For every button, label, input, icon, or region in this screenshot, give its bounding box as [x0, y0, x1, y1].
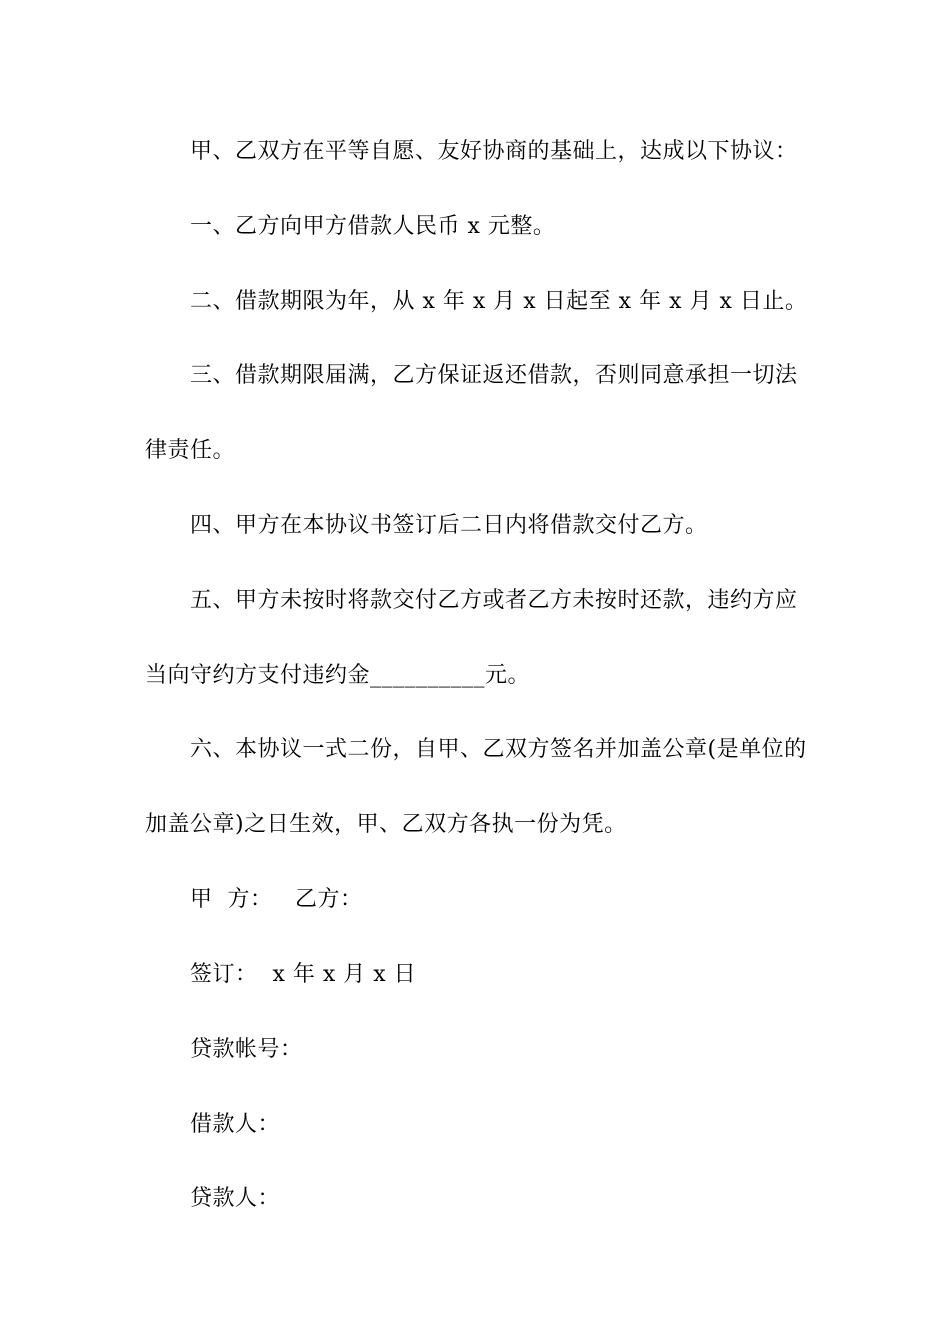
party-labels: 甲 方： 乙方：: [190, 887, 363, 912]
clause-one: 一、乙方向甲方借款人民币 x 元整。: [190, 214, 556, 239]
clause-six-line-1: 六、本协议一式二份，自甲、乙双方签名并加盖公章(是单位的: [190, 737, 807, 762]
clause-two: 二、借款期限为年，从 x 年 x 月 x 日起至 x 年 x 月 x 日止。: [190, 289, 808, 314]
clause-three-line-2: 律责任。: [145, 438, 236, 463]
clause-three-line-1: 三、借款期限届满，乙方保证返还借款，否则同意承担一切法: [190, 363, 798, 388]
loan-account-label: 贷款帐号：: [190, 1037, 303, 1062]
clause-six-line-2: 加盖公章)之日生效，甲、乙双方各执一份为凭。: [145, 812, 627, 837]
clause-five-line-1: 五、甲方未按时将款交付乙方或者乙方未按时还款，违约方应: [190, 588, 798, 613]
signing-date: 签订： x 年 x 月 x 日: [190, 962, 417, 987]
borrower-label: 借款人：: [190, 1112, 281, 1137]
lender-label: 贷款人：: [190, 1186, 281, 1211]
clause-four: 四、甲方在本协议书签订后二日内将借款交付乙方。: [190, 513, 708, 538]
intro-paragraph: 甲、乙双方在平等自愿、友好协商的基础上，达成以下协议：: [190, 139, 798, 164]
clause-five-line-2: 当向守约方支付违约金__________元。: [145, 663, 531, 688]
